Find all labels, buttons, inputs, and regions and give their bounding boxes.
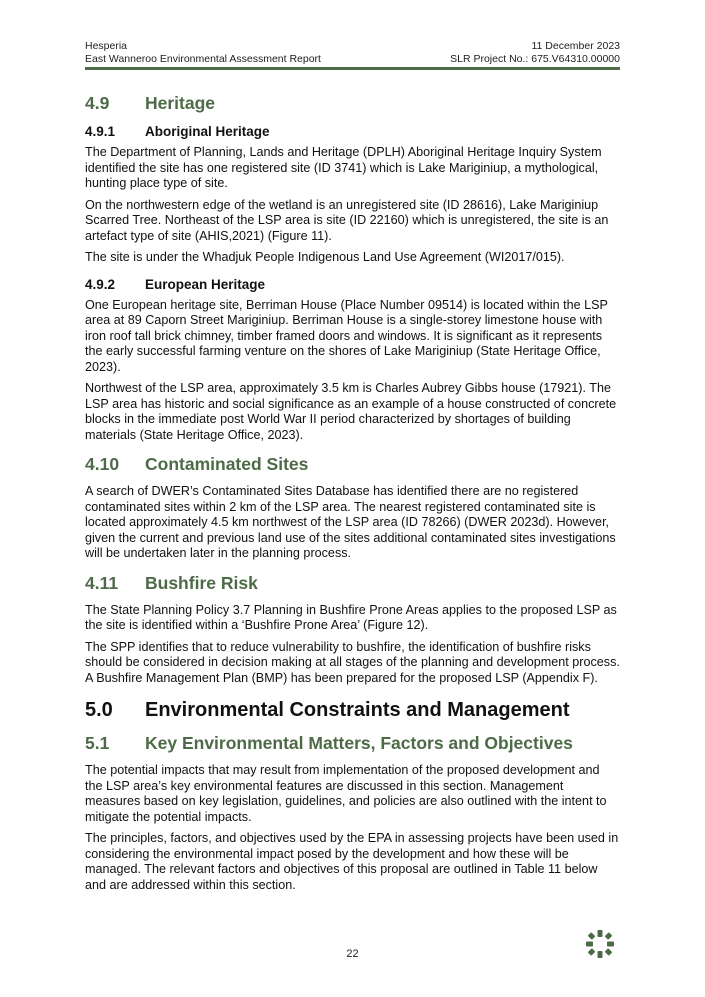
heading-number: 4.10 [85,454,120,474]
heading-title: Key Environmental Matters, Factors and Objectives [145,733,573,753]
paragraph: The principles, factors, and objectives used by the EPA in assessing projects have been used in considering the environmental impact posed by the development and how these will be managed. The relevant factors and objectives of this proposal are outlined in Table 11 below and are addressed within this section. [85,831,619,892]
heading-title: Heritage [145,93,216,113]
paragraph: On the northwestern edge of the wetland is an unregistered site (ID 28616), Lake Mariginiup Scarred Tree. Northeast of the LSP area is site (ID 22160) which is unregistered, the site is an artefact type of site (AHIS,2021) (Figure 11). [85,197,609,243]
heading-4-9-1 [85,123,620,140]
page-header [85,40,620,66]
paragraph: One European heritage site, Berriman House (Place Number 09514) is located within the LSP area at 89 Caporn Street Mariginiup. Berriman House is a single-storey limestone house with iron roof tall brick chimney, timber framed doors and windows. It is significant as it represents the early successful farming venture on the shores of Lake Mariginiup (State Heritage Office, 2023). [85,297,608,374]
paragraph: The potential impacts that may result from implementation of the proposed development and the LSP area’s key environmental features are discussed in this section. Management measures based on key legislation, guidelines, and policies are also outlined with the intent to mitigate the potential impacts. [85,763,607,824]
header-date: 11 December 2023 [531,40,620,52]
heading-4-10 [85,453,620,475]
paragraph: Northwest of the LSP area, approximately 3.5 km is Charles Aubrey Gibbs house (17921). The LSP area has historic and social significance as an example of a house constructed of concrete blocks in the immediate post World War II period characterized by shortages of building materials (State Heritage Office, 2023). [85,381,617,442]
heading-4-9-2 [85,276,620,293]
heading-number: 4.9 [85,93,110,113]
heading-title: Aboriginal Heritage [145,124,270,139]
heading-title: Environmental Constraints and Management [145,699,570,721]
heading-title: European Heritage [145,276,266,292]
heading-number: 5.1 [85,733,110,753]
page-number: 22 [346,948,359,960]
paragraph: A search of DWER’s Contaminated Sites Database has identified there are no registered contaminated sites within 2 km of the LSP area. The nearest registered contaminated site is located approximately 4.5 km northwest of the LSP area (ID 78266) (DWER 2023d). However, given the current and previous land use of the sites additional contaminated sites investigations will be undertaken later in the planning process. [85,484,616,560]
header-client: Hesperia [85,40,128,52]
heading-number: 4.11 [85,572,119,593]
page-content [85,92,620,899]
heading-title: Bushfire Risk [145,572,258,593]
heading-title: Contaminated Sites [145,454,309,474]
header-project-number: SLR Project No.: 675.V64310.00000 [450,53,620,65]
header-divider [85,67,620,70]
slr-logo-icon [584,928,616,960]
paragraph: The Department of Planning, Lands and Heritage (DPLH) Aboriginal Heritage Inquiry System identified the site has one registered site (ID 3741) which is Lake Mariginiup, a mythological, hunting place type of site. [85,145,602,190]
paragraph: The site is under the Whadjuk People Indigenous Land Use Agreement (WI2017/015). [85,250,565,264]
paragraph: The State Planning Policy 3.7 Planning in Bushfire Prone Areas applies to the proposed LSP as the site is identified within a ‘Bushfire Prone Area’ (Figure 12). [85,602,617,632]
header-report-title: East Wanneroo Environmental Assessment Report [85,53,321,65]
heading-5-1 [85,732,620,754]
paragraph: The SPP identifies that to reduce vulnerability to bushfire, the identification of bushfire risks should be considered in decision making at all stages of the planning and development process. A Bushfire Management Plan (BMP) has been prepared for the proposed LSP (Appendix F). [85,639,620,685]
heading-number: 4.9.2 [85,276,116,292]
heading-4-9 [85,92,620,114]
heading-number: 4.9.1 [85,124,116,139]
heading-5-0 [85,698,620,723]
heading-4-11 [85,572,620,594]
heading-number: 5.0 [85,699,113,721]
